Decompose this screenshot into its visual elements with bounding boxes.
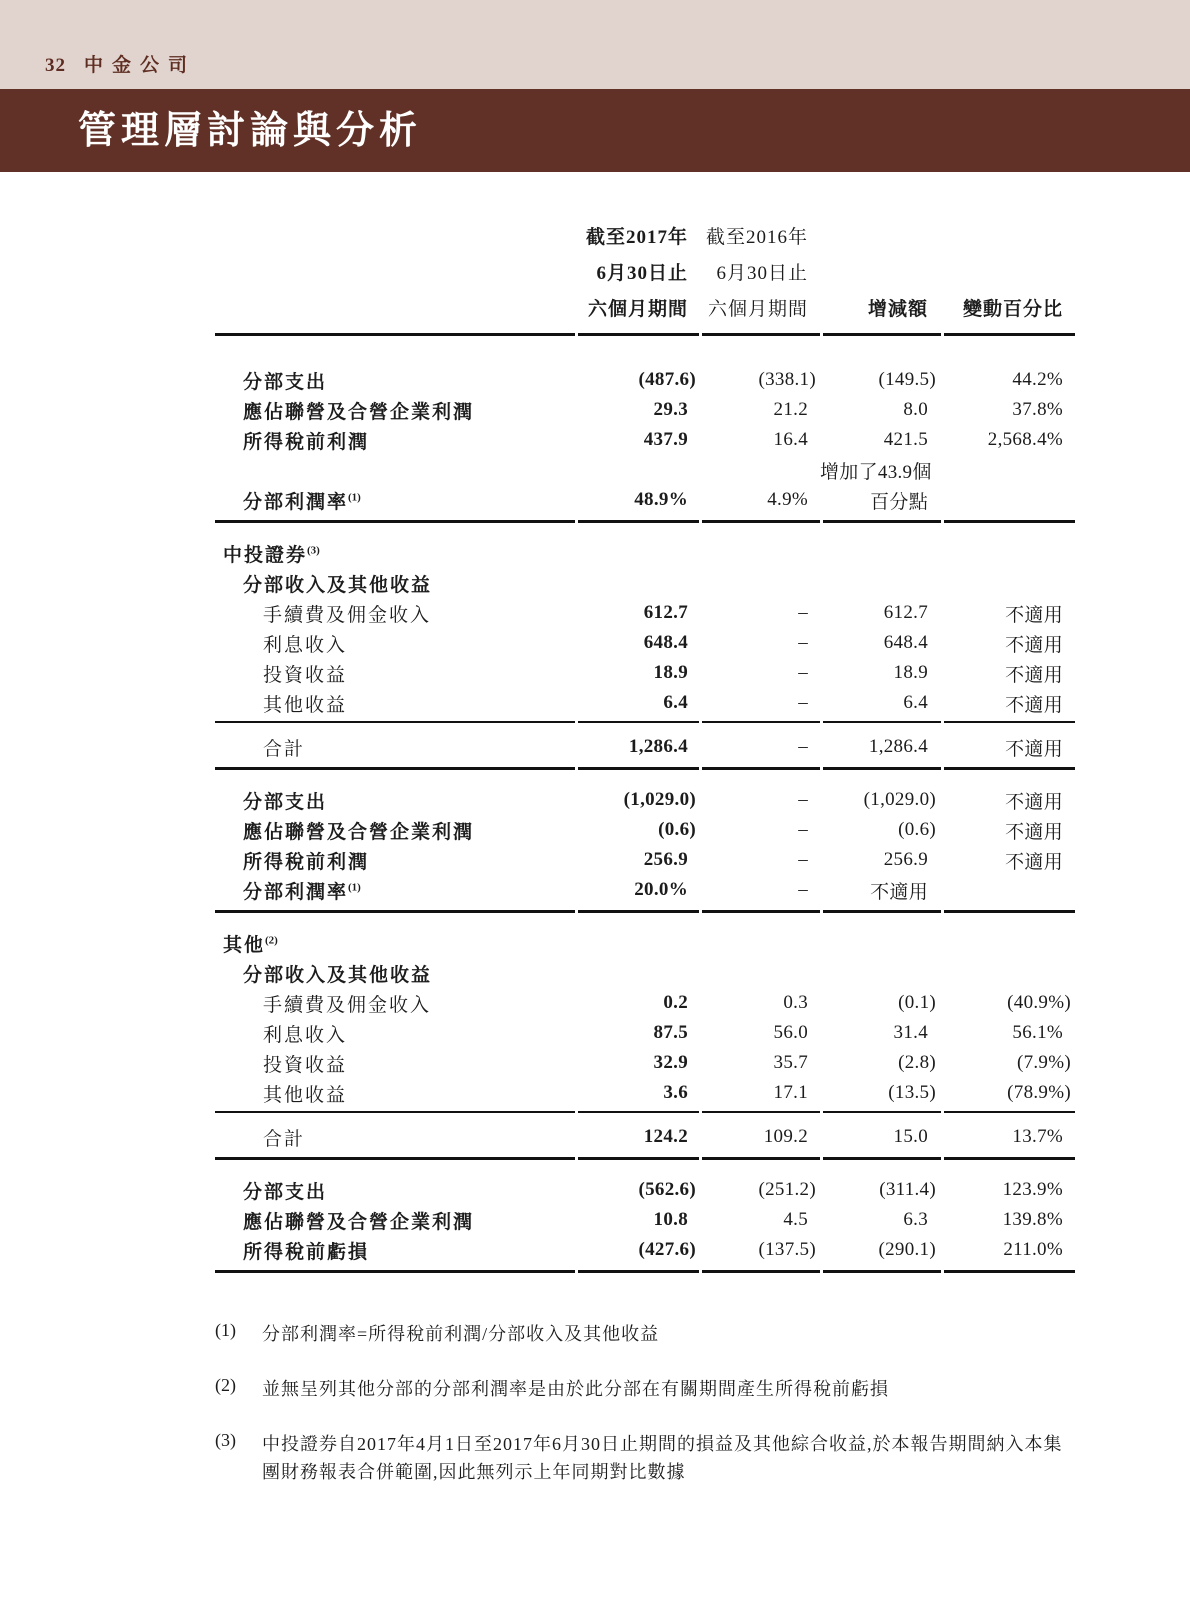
footnote-ref: (3) <box>307 544 320 557</box>
cell-change: (1,029.0) <box>863 789 936 810</box>
cell-pct: 139.8% <box>1002 1209 1063 1230</box>
table-row <box>215 425 1075 455</box>
section-heading-row <box>215 568 1075 598</box>
footnote-ref: (1) <box>348 491 361 504</box>
column-header-line: 截至2016年 <box>705 227 808 248</box>
table-row <box>215 1235 1075 1265</box>
footnote-ref: (2) <box>265 934 278 947</box>
page-title: 管理層討論與分析 <box>78 109 423 152</box>
cell-pct: 不適用 <box>1005 821 1063 843</box>
cell-pct: (7.9%) <box>1016 1052 1071 1073</box>
row-label: 所得稅前利潤 <box>243 431 370 453</box>
cell-2016: – <box>798 602 808 623</box>
column-header-2016 <box>700 220 820 328</box>
table-rule <box>215 1157 1075 1160</box>
cell-pct: 不適用 <box>1005 604 1063 626</box>
table-rule <box>215 1270 1075 1273</box>
cell-2016: 4.9% <box>767 489 808 510</box>
footnote-marker: (3) <box>215 1430 236 1450</box>
table-row <box>215 1018 1075 1048</box>
row-label: 分部支出 <box>243 371 328 393</box>
table-rule <box>215 767 1075 770</box>
table-row <box>215 485 1075 515</box>
table-row <box>215 875 1075 905</box>
cell-pct: 56.1% <box>1012 1022 1063 1043</box>
table-row <box>215 598 1075 628</box>
cell-2016: 16.4 <box>773 429 808 450</box>
column-header-line: 增減額 <box>867 299 928 320</box>
table-row <box>215 1122 1075 1152</box>
row-label: 利息收入 <box>263 634 348 656</box>
table-row <box>215 988 1075 1018</box>
column-header-line: 六個月期間 <box>587 299 688 320</box>
cell-2017: 0.2 <box>663 992 688 1013</box>
column-header-line: 六個月期間 <box>707 299 808 320</box>
cell-2017: 3.6 <box>663 1082 688 1103</box>
table-row <box>215 1078 1075 1108</box>
cell-2017: 256.9 <box>643 849 688 870</box>
cell-2017: (0.6) <box>658 819 696 840</box>
cell-2016: – <box>798 849 808 870</box>
cell-2016: 4.5 <box>783 1209 808 1230</box>
row-label: 應佔聯營及合營企業利潤 <box>243 1211 475 1233</box>
table-row <box>215 1205 1075 1235</box>
cell-2016: 56.0 <box>773 1022 808 1043</box>
cell-pct: 不適用 <box>1005 851 1063 873</box>
cell-2017: (562.6) <box>638 1179 696 1200</box>
table-rule <box>215 333 1075 336</box>
cell-change: (290.1) <box>878 1239 936 1260</box>
row-label: 分部利潤率 <box>243 491 349 513</box>
table-row <box>215 815 1075 845</box>
cell-2017: 612.7 <box>643 602 688 623</box>
cell-change: 增加了43.9個 <box>820 461 932 483</box>
row-label: 分部支出 <box>243 791 328 813</box>
cell-pct: 不適用 <box>1005 634 1063 656</box>
row-label: 分部收入及其他收益 <box>243 574 433 596</box>
row-label: 應佔聯營及合營企業利潤 <box>243 401 475 423</box>
table-row <box>215 785 1075 815</box>
cell-change: 15.0 <box>893 1126 928 1147</box>
row-label: 其他 <box>223 934 266 956</box>
row-label: 分部利潤率 <box>243 881 349 903</box>
cell-change: (0.6) <box>898 819 936 840</box>
table-header <box>215 172 1075 336</box>
footnote <box>215 1375 1075 1403</box>
row-label: 其他收益 <box>263 1084 348 1106</box>
cell-change: (149.5) <box>878 369 936 390</box>
cell-2017: (487.6) <box>638 369 696 390</box>
row-label: 應佔聯營及合營企業利潤 <box>243 821 475 843</box>
cell-change: 18.9 <box>893 662 928 683</box>
cell-2016: (338.1) <box>758 369 816 390</box>
table-row <box>215 1048 1075 1078</box>
cell-2017: 20.0% <box>634 879 688 900</box>
page-header-strip <box>0 0 1190 89</box>
cell-2016: – <box>798 662 808 683</box>
cell-change: 8.0 <box>903 399 928 420</box>
cell-pct: 211.0% <box>1003 1239 1063 1260</box>
cell-2017: 10.8 <box>653 1209 688 1230</box>
cell-change: 31.4 <box>893 1022 928 1043</box>
cell-2016: – <box>798 736 808 757</box>
cell-change: 6.4 <box>903 692 928 713</box>
footnote <box>215 1430 1075 1486</box>
column-header-line: 截至2017年 <box>585 227 688 248</box>
row-label: 所得稅前利潤 <box>243 851 370 873</box>
cell-change: 256.9 <box>883 849 928 870</box>
cell-change: 612.7 <box>883 602 928 623</box>
cell-2017: 87.5 <box>653 1022 688 1043</box>
cell-2016: (251.2) <box>758 1179 816 1200</box>
cell-pct: 37.8% <box>1012 399 1063 420</box>
company-name: 中金公司 <box>84 55 197 76</box>
cell-2016: (137.5) <box>758 1239 816 1260</box>
row-label: 分部收入及其他收益 <box>243 964 433 986</box>
table-row <box>215 455 1075 485</box>
table-row <box>215 628 1075 658</box>
cell-2016: – <box>798 819 808 840</box>
row-label: 手續費及佣金收入 <box>263 604 432 626</box>
cell-2017: 29.3 <box>653 399 688 420</box>
cell-pct: (40.9%) <box>1007 992 1071 1013</box>
section-heading-row <box>215 958 1075 988</box>
row-label: 投資收益 <box>263 664 348 686</box>
table-row <box>215 845 1075 875</box>
cell-pct: 13.7% <box>1012 1126 1063 1147</box>
cell-2017: 48.9% <box>634 489 688 510</box>
cell-pct: 不適用 <box>1005 694 1063 716</box>
footnote-ref: (1) <box>348 881 361 894</box>
cell-change: 1,286.4 <box>868 736 928 757</box>
table-rule <box>215 910 1075 913</box>
table-body <box>215 351 1075 1273</box>
cell-2017: 1,286.4 <box>628 736 688 757</box>
cell-2017: 124.2 <box>643 1126 688 1147</box>
cell-pct: 不適用 <box>1005 791 1063 813</box>
cell-2016: 0.3 <box>783 992 808 1013</box>
row-label: 利息收入 <box>263 1024 348 1046</box>
cell-change: (0.1) <box>898 992 936 1013</box>
row-label: 手續費及佣金收入 <box>263 994 432 1016</box>
cell-2016: 21.2 <box>773 399 808 420</box>
row-label: 合計 <box>263 1128 306 1150</box>
table-row <box>215 732 1075 762</box>
row-label: 其他收益 <box>263 694 348 716</box>
footnote-text: 中投證券自2017年4月1日至2017年6月30日止期間的損益及其他綜合收益,於本報告期間納入本集團財務報表合併範圍,因此無列示上年同期對比數據 <box>262 1434 1063 1482</box>
cell-2017: 6.4 <box>663 692 688 713</box>
row-label: 分部支出 <box>243 1181 328 1203</box>
column-header-line: 變動百分比 <box>962 299 1063 320</box>
cell-change: 6.3 <box>903 1209 928 1230</box>
cell-2016: 17.1 <box>773 1082 808 1103</box>
row-label: 投資收益 <box>263 1054 348 1076</box>
cell-2017: 648.4 <box>643 632 688 653</box>
table-rule <box>215 721 1075 723</box>
cell-pct: 123.9% <box>1002 1179 1063 1200</box>
footnote-marker: (1) <box>215 1320 236 1340</box>
cell-change: (311.4) <box>879 1179 936 1200</box>
table-row <box>215 395 1075 425</box>
section-heading-row <box>215 538 1075 568</box>
cell-change: 648.4 <box>883 632 928 653</box>
column-header-2017 <box>577 220 700 328</box>
row-label: 合計 <box>263 738 306 760</box>
table-row <box>215 1175 1075 1205</box>
cell-2017: 18.9 <box>653 662 688 683</box>
column-header-change <box>820 220 940 328</box>
cell-2016: 35.7 <box>773 1052 808 1073</box>
cell-change: 不適用 <box>870 881 928 903</box>
cell-2017: 437.9 <box>643 429 688 450</box>
cell-change: 421.5 <box>883 429 928 450</box>
table-row <box>215 365 1075 395</box>
table-rule <box>215 1111 1075 1113</box>
column-header-line: 6月30日止 <box>596 263 688 284</box>
cell-change: (2.8) <box>898 1052 936 1073</box>
label-column-spacer <box>215 220 577 328</box>
cell-2017: (427.6) <box>638 1239 696 1260</box>
column-header-pct <box>940 220 1075 328</box>
cell-2016: – <box>798 632 808 653</box>
footnote-text: 分部利潤率=所得稅前利潤/分部收入及其他收益 <box>262 1324 660 1344</box>
cell-pct: 2,568.4% <box>987 429 1063 450</box>
table-row <box>215 658 1075 688</box>
cell-pct: 不適用 <box>1005 738 1063 760</box>
page-header <box>45 50 196 77</box>
section-heading-row <box>215 928 1075 958</box>
row-label: 中投證券 <box>223 544 308 566</box>
cell-2016: – <box>798 879 808 900</box>
cell-2016: 109.2 <box>763 1126 808 1147</box>
table-rule <box>215 520 1075 523</box>
financial-table <box>215 172 1075 1486</box>
page-number: 32 <box>45 55 66 76</box>
cell-pct: (78.9%) <box>1007 1082 1071 1103</box>
footnote-text: 並無呈列其他分部的分部利潤率是由於此分部在有關期間產生所得稅前虧損 <box>262 1379 889 1399</box>
cell-2016: – <box>798 692 808 713</box>
cell-2017: (1,029.0) <box>623 789 696 810</box>
row-label: 所得稅前虧損 <box>243 1241 370 1263</box>
footnotes <box>215 1288 1075 1486</box>
cell-change: 百分點 <box>870 491 928 513</box>
table-row <box>215 688 1075 718</box>
footnote-marker: (2) <box>215 1375 236 1395</box>
cell-pct: 44.2% <box>1012 369 1063 390</box>
cell-pct: 不適用 <box>1005 664 1063 686</box>
footnote <box>215 1320 1075 1348</box>
cell-change: (13.5) <box>888 1082 936 1103</box>
column-header-line: 6月30日止 <box>716 263 808 284</box>
section-banner <box>0 89 1190 172</box>
cell-2016: – <box>798 789 808 810</box>
cell-2017: 32.9 <box>653 1052 688 1073</box>
